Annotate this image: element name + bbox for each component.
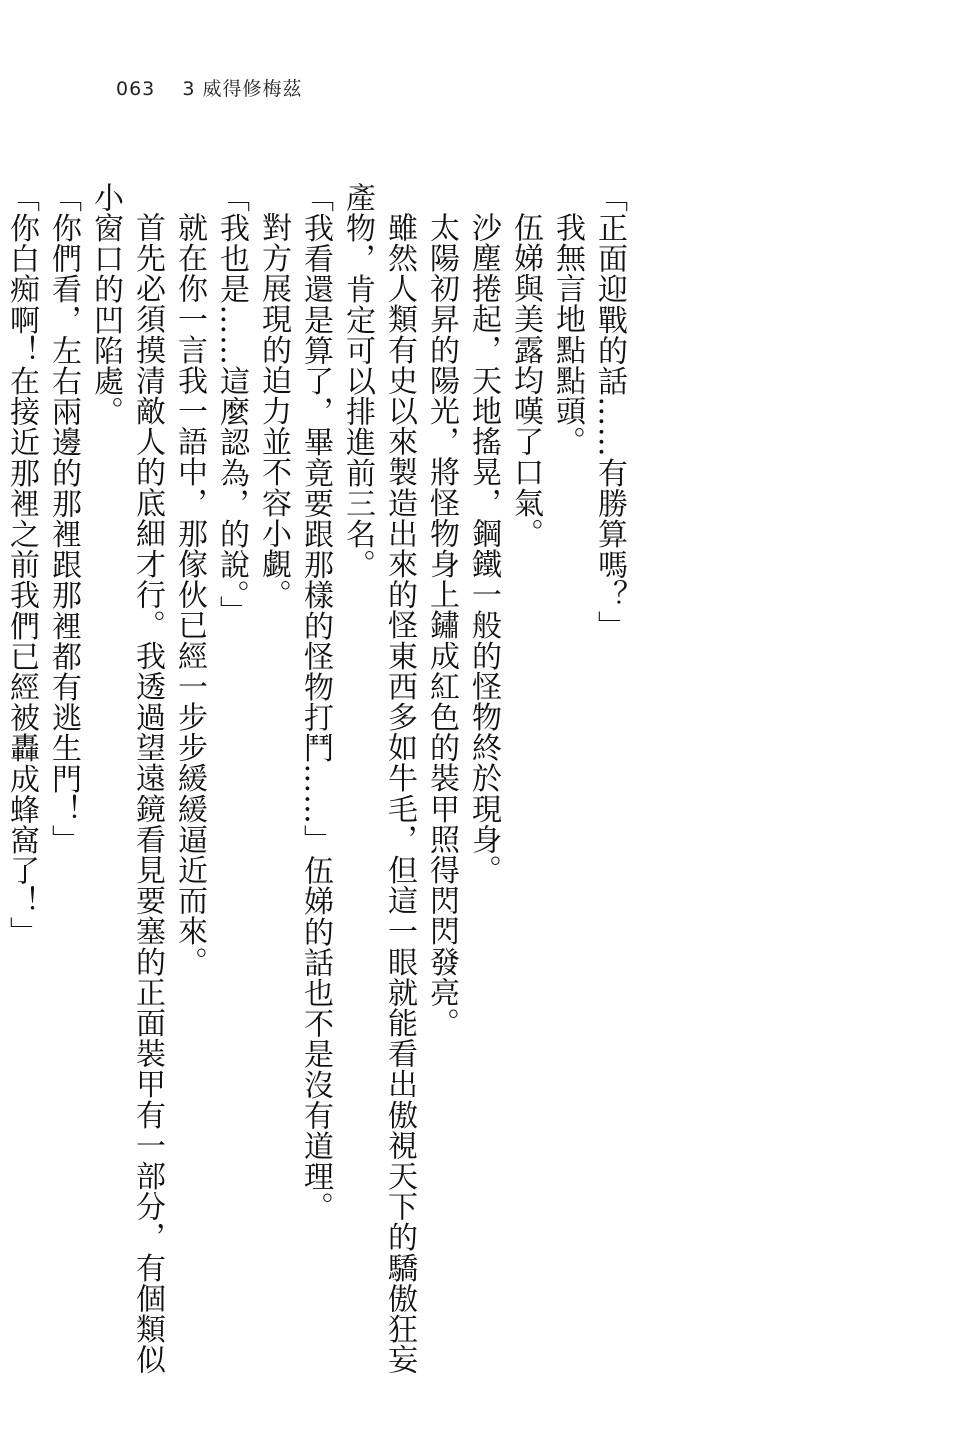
text-column: 「你們看，左右兩邊的那裡跟那裡都有逃生門！」 [46,182,81,856]
text-column: 我無言地點點頭。 [550,212,585,457]
page-number: 063 [116,78,156,100]
text-column: 雖然人類有史以來製造出來的怪東西多如牛毛，但這一眼就能看出傲視天下的驕傲狂妄 [382,212,417,1375]
text-column: 「我也是……這麼認為，的說。」 [214,182,249,626]
text-column: 產物，肯定可以排進前三名。 [340,182,375,580]
text-column: 沙塵捲起，天地搖晃，鋼鐵一般的怪物終於現身。 [466,212,501,886]
text-column: 「正面迎戰的話……有勝算嗎？」 [592,182,627,641]
text-column: 就在你一言我一語中，那傢伙已經一步步緩緩逼近而來。 [172,212,207,977]
text-column: 首先必須摸清敵人的底細才行。我透過望遠鏡看見要塞的正面裝甲有一部分，有個類似 [130,212,165,1375]
text-column: 伍娣與美露均嘆了口氣。 [508,212,543,549]
vertical-text-body [0,182,630,1375]
text-column: 對方展現的迫力並不容小覷。 [256,212,291,610]
page-header [116,74,302,101]
text-column: 「我看還是算了，畢竟要跟那樣的怪物打鬥……」伍娣的話也不是沒有道理。 [298,182,333,1223]
chapter-title: 3 威得修梅茲 [182,78,303,100]
text-column: 小窗口的凹陷處。 [88,182,123,427]
text-column: 太陽初昇的陽光，將怪物身上鏽成紅色的裝甲照得閃閃發亮。 [424,212,459,1039]
text-column: 「你白痴啊！在接近那裡之前我們已經被轟成蜂窩了！」 [4,182,39,947]
